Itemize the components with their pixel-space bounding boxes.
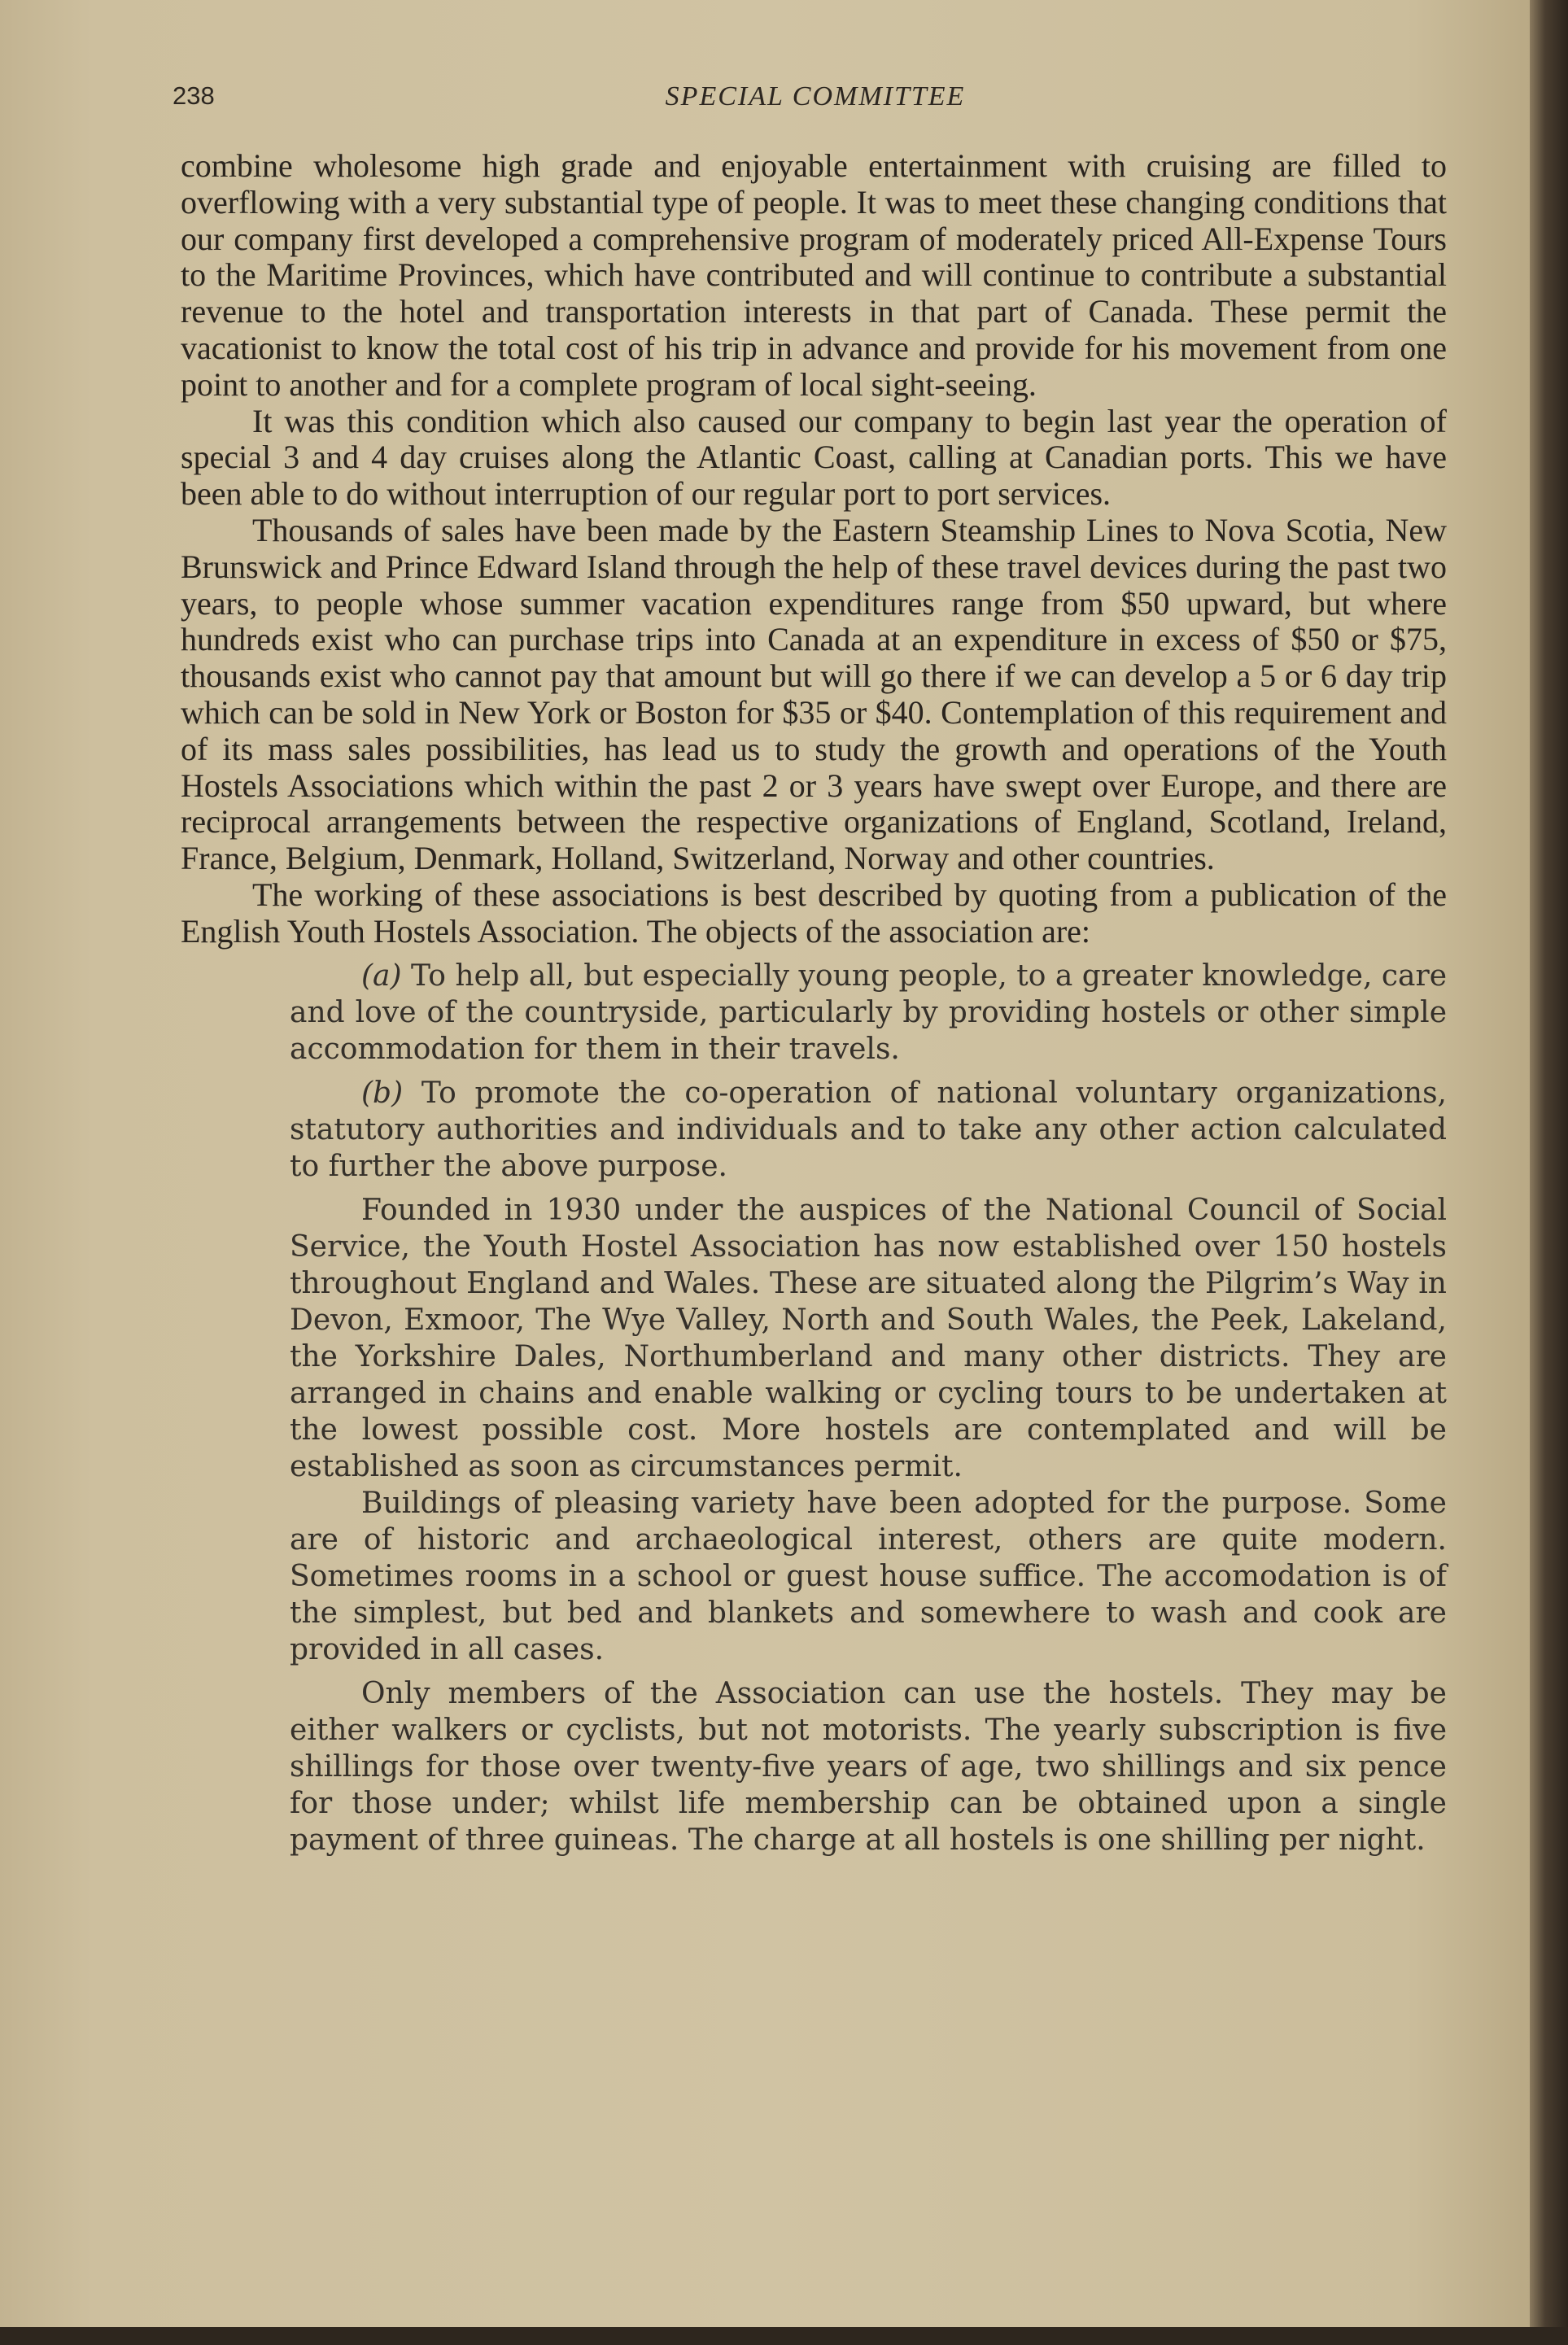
page-header [173, 81, 1458, 122]
item-letter: (b) [361, 1076, 404, 1110]
paragraph: combine wholesome high grade and enjoyable entertainment with cruising are filled to overflowing with a very substantial type of people. It was to meet these changing conditions that our company first developed a comprehensive program of moderately priced All-Expense Tours to the Maritime Provinces, which have contributed and will continue to contribute a substantial revenue to the hotel and transportation interests in that part of Canada. These permit the vacationist to know the total cost of his trip in advance and provide for his movement from one point to another and for a complete program of local sight-seeing. [181, 147, 1447, 403]
page-bottom-edge [0, 2327, 1568, 2345]
paragraph: It was this condition which also caused our company to begin last year the operation of special 3 and 4 day cruises along the Atlantic Coast, calling at Canadian ports. This we have been able to do without interruption of our regular port to port services. [181, 402, 1447, 513]
item-letter: (a) [361, 959, 402, 993]
page-number: 238 [173, 81, 215, 110]
quote-paragraph: Founded in 1930 under the auspices of the National Council of Social Service, the Youth Hostel Association has now established over 150 hostels throughout England and Wales. These are situated along the Pilgrim’s Way in Devon, Exmoor, The Wye Valley, North and South Wales, the Peek, Lakeland, the Yorkshire Dales, Northumberland and many other districts. They are arranged in chains and enable walking or cycling tours to be undertaken at the lowest possible cost. More hostels are contemplated and will be established as soon as circumstances permit. [290, 1193, 1447, 1483]
block-quote [290, 958, 1447, 1858]
quote-paragraph: Only members of the Association can use the hostels. They may be either walkers or cyclists, but not motorists. The yearly subscription is five shillings for those over twenty-five years of age, two shillings and six pence for those under; whilst life membership can be obtained upon a single payment of three guineas. The charge at all hostels is one shilling per night. [290, 1676, 1447, 1857]
body-text [181, 148, 1447, 1858]
quote-item-a [290, 958, 1447, 1068]
quote-item-b [290, 1075, 1447, 1185]
book-spine [1530, 0, 1568, 2345]
running-head: SPECIAL COMMITTEE [665, 81, 966, 111]
paragraph: Thousands of sales have been made by the Eastern Steamship Lines to Nova Scotia, New Brunswick and Prince Edward Island through the help of these travel devices during the past two years, to people whose summer vacation expenditures range from $50 upward, but where hundreds exist who can purchase trips into Canada at an expenditure in excess of $50 or $75, thousands exist who cannot pay that amount but will go there if we can develop a 5 or 6 day trip which can be sold in New York or Boston for $35 or $40. Contemplation of this requirement and of its mass sales possibilities, has lead us to study the growth and operations of the Youth Hostels Associations which within the past 2 or 3 years have swept over Europe, and there are reciprocal arrangements between the respective organizations of England, Scotland, Ireland, France, Belgium, Denmark, Holland, Switzerland, Norway and other countries. [181, 511, 1447, 877]
quote-paragraph: Buildings of pleasing variety have been adopted for the purpose. Some are of historic and archaeological interest, others are quite modern. Sometimes rooms in a school or guest house suffice. The accomodation is of the simplest, but bed and blankets and somewhere to wash and cook are provided in all cases. [290, 1486, 1447, 1666]
item-text: To help all, but especially young people, to a greater knowledge, care and love of the countryside, particularly by providing hostels or other simple accommodation for them in their travels. [290, 959, 1447, 1066]
paragraph: The working of these associations is best described by quoting from a publication of the English Youth Hostels Association. The objects of the association are: [181, 876, 1447, 950]
item-text: To promote the co-operation of national voluntary organizations, statutory authorities and individuals and to take any other action calculated to further the above purpose. [290, 1076, 1447, 1183]
